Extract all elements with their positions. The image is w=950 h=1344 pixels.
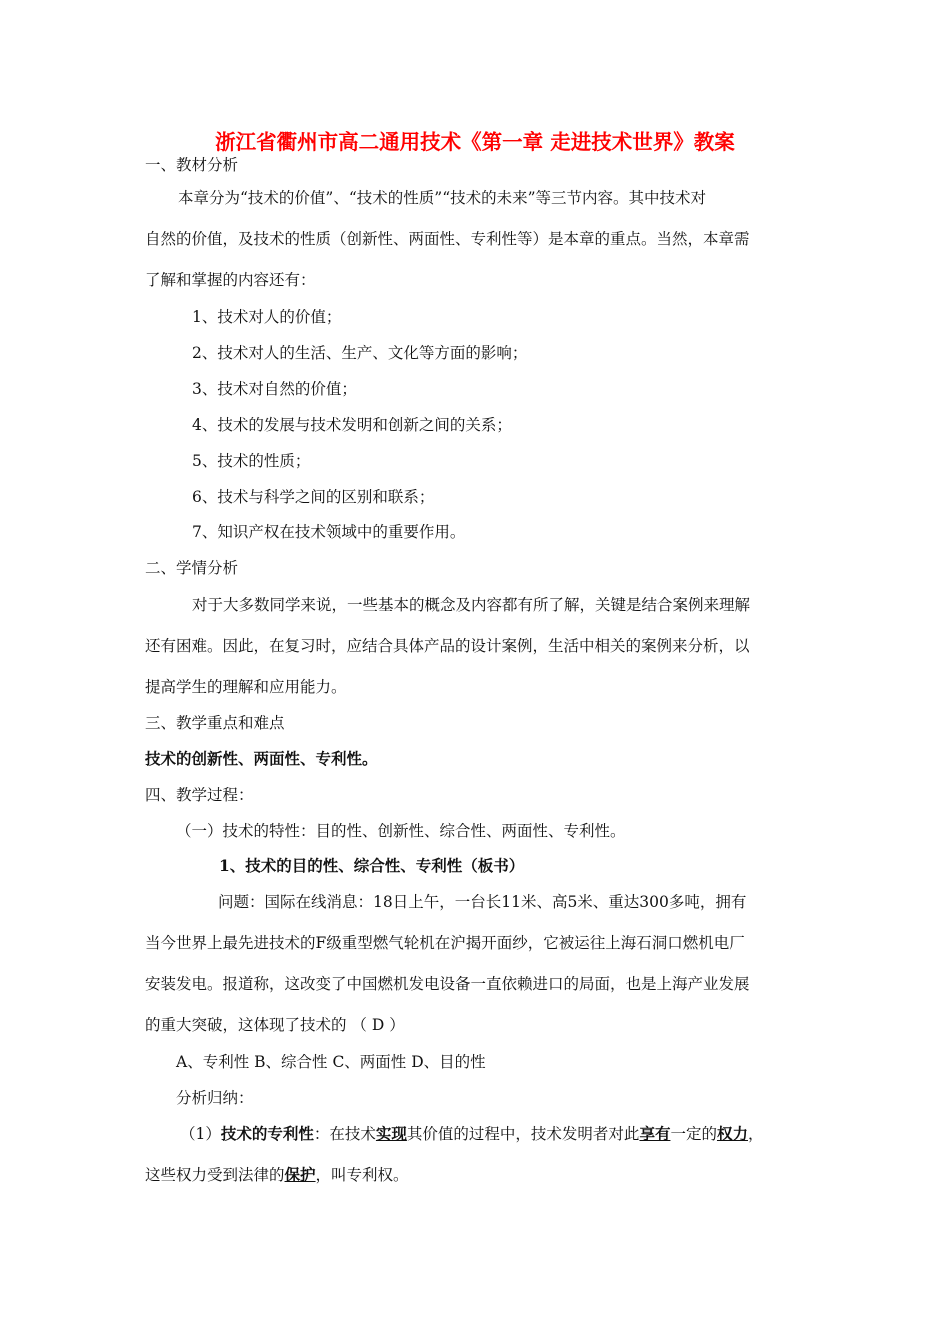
paragraph-line: 对于大多数同学来说，一些基本的概念及内容都有所了解，关键是结合案例来理解 [192,596,751,614]
list-item: 4、技术的发展与技术发明和创新之间的关系； [192,416,512,434]
section-heading-student-analysis: 二、学情分析 [145,559,239,577]
question-line: 问题：国际在线消息：18日上午，一台长11米、高5米、重达300多吨，拥有 [218,893,747,911]
list-item: 1、技术对人的价值； [192,308,342,326]
list-item: 3、技术对自然的价值； [192,380,357,398]
definition-text: 这些权力受到法律的 [145,1166,285,1184]
analysis-label: 分析归纳： [176,1089,254,1107]
definition-text: 其价值的过程中，技术发明者对此 [406,1125,640,1143]
question-line: 安装发电。报道称，这改变了中国燃机发电设备一直依赖进口的局面，也是上海产业发展 [145,975,750,993]
section-heading-teaching-process: 四、教学过程： [145,786,254,804]
definition-text: ：在技术 [313,1125,376,1143]
key-points-text: 技术的创新性、两面性、专利性。 [145,749,378,768]
section-heading-key-points: 三、教学重点和难点 [145,714,285,732]
definition-line [145,1165,409,1185]
definition-text: 一定的 [670,1125,717,1143]
question-line: 当今世界上最先进技术的F级重型燃气轮机在沪揭开面纱，它被运往上海石洞口燃机电厂 [145,934,745,952]
list-item: 2、技术对人的生活、生产、文化等方面的影响； [192,344,528,362]
list-item: 5、技术的性质； [192,452,311,470]
keyword-realize: 实现 [375,1124,407,1143]
paragraph-line: 还有困难。因此，在复习时，应结合具体产品的设计案例，生活中相关的案例来分析，以 [145,637,750,655]
definition-line [180,1124,764,1144]
paragraph-line: 自然的价值，及技术的性质（创新性、两面性、专利性等）是本章的重点。当然，本章需 [145,230,750,248]
document-title: 浙江省衢州市高二通用技术《第一章 走进技术世界》教案 [215,130,735,154]
keyword-protection: 保护 [284,1165,316,1184]
keyword-enjoy: 享有 [639,1124,671,1143]
definition-text: ， [747,1125,764,1143]
list-item: 6、技术与科学之间的区别和联系； [192,488,435,506]
keyword-rights: 权力 [716,1124,748,1143]
subsection-heading: 1、技术的目的性、综合性、专利性（板书） [219,856,525,875]
section-heading-textbook-analysis: 一、教材分析 [145,156,239,174]
paragraph-line: 了解和掌握的内容还有： [145,271,316,289]
paragraph-line: 本章分为“技术的价值”、“技术的性质”“技术的未来”等三节内容。其中技术对 [178,189,707,207]
answer-options: A、专利性 B、综合性 C、两面性 D、目的性 [176,1053,486,1071]
definition-term: 技术的专利性 [220,1124,314,1143]
definition-number: （1） [180,1125,221,1143]
subsection-characteristics: （一）技术的特性：目的性、创新性、综合性、两面性、专利性。 [176,822,626,840]
question-line: 的重大突破，这体现了技术的 （ D ） [145,1016,405,1034]
list-item: 7、知识产权在技术领域中的重要作用。 [192,523,466,541]
paragraph-line: 提高学生的理解和应用能力。 [145,678,347,696]
definition-text: ，叫专利权。 [315,1166,409,1184]
